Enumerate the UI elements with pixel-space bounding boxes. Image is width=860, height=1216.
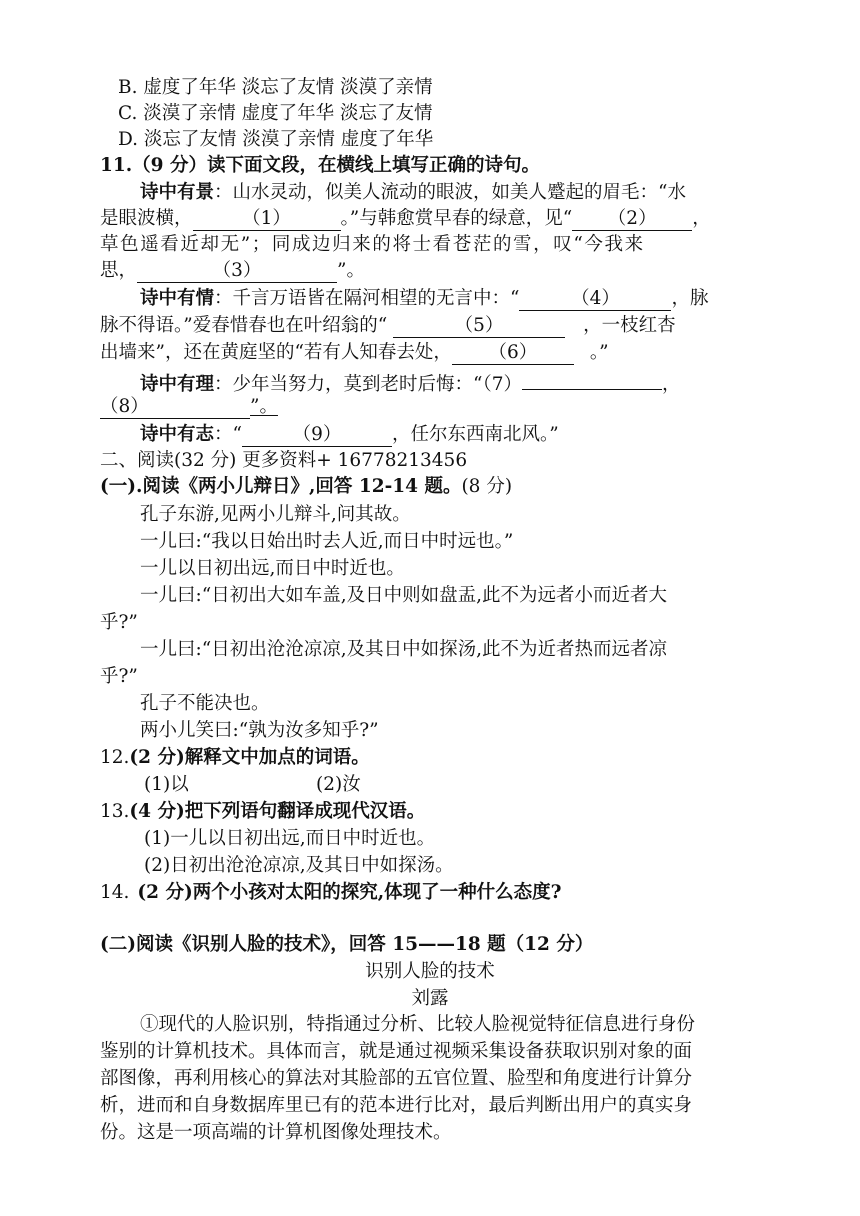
emotion-text: ，一枝红杏 bbox=[583, 315, 676, 336]
reason-text: ， bbox=[662, 374, 681, 395]
blank-9[interactable]: （9） bbox=[242, 424, 392, 447]
question-12-item-2: (2)汝 bbox=[316, 774, 361, 795]
scene-text: ， bbox=[692, 208, 711, 229]
passage-line: 乎?” bbox=[100, 666, 138, 687]
blank-5[interactable]: （5） bbox=[393, 315, 565, 338]
passage-line: 一儿曰:“我以日始出时去人近,而日中时远也。” bbox=[140, 531, 514, 552]
blank-7[interactable] bbox=[522, 367, 662, 390]
question-11-title: 11.（9 分）读下面文段，在横线上填写正确的诗句。 bbox=[100, 155, 541, 176]
scene-text: ”。 bbox=[337, 260, 365, 281]
emotion-line-3 bbox=[100, 340, 609, 366]
scene-line-4 bbox=[100, 258, 365, 284]
part-1-title: (一).阅读《两小儿辩日》,回答 12-14 题。 bbox=[100, 476, 462, 497]
scene-text: 是眼波横， bbox=[100, 208, 193, 229]
blank-4[interactable]: （4） bbox=[519, 288, 671, 311]
emotion-text: 脉不得语。”爱春惜春也在叶绍翁的“ bbox=[100, 315, 394, 336]
emotion-line-1 bbox=[140, 286, 709, 312]
scene-label: 诗中有景 bbox=[140, 182, 215, 203]
article-paragraph-line: 份。这是一项高端的计算机图像处理技术。 bbox=[100, 1122, 452, 1143]
emotion-text: 出墙来”，还在黄庭坚的“若有人知春去处， bbox=[100, 342, 452, 363]
article-paragraph-line: 析，进而和自身数据库里已有的范本进行比对，最后判断出用户的真实身 bbox=[100, 1095, 693, 1116]
emotion-line-2 bbox=[100, 313, 676, 339]
question-text: (4 分)把下列语句翻译成现代汉语。 bbox=[129, 801, 426, 822]
will-text: ，任尔东西南北风。” bbox=[391, 424, 559, 445]
option-c: C. 淡漠了亲情 虚度了年华 淡忘了友情 bbox=[118, 103, 433, 124]
passage-line: 一儿以日初出远,而日中时近也。 bbox=[140, 558, 405, 579]
article-paragraph-line: ①现代的人脸识别，特指通过分析、比较人脸视觉特征信息进行身份 bbox=[140, 1014, 696, 1035]
question-text: (2 分)两个小孩对太阳的探究,体现了一种什么态度? bbox=[137, 882, 562, 903]
question-13 bbox=[100, 799, 425, 825]
passage-line: 孔子不能决也。 bbox=[140, 693, 270, 714]
reason-text: ”。 bbox=[250, 396, 278, 417]
scene-line-2 bbox=[100, 206, 711, 232]
passage-line: 孔子东游,见两小儿辩斗,问其故。 bbox=[140, 504, 411, 525]
passage-line: 一儿曰:“日初出大如车盖,及日中则如盘盂,此不为远者小而近者大 bbox=[140, 585, 667, 606]
question-12-item-1: (1)以 bbox=[144, 774, 189, 795]
question-13-item-2: (2)日初出沧沧凉凉,及其日中如探汤。 bbox=[144, 855, 454, 876]
question-14 bbox=[100, 880, 562, 906]
emotion-text: 。” bbox=[589, 342, 609, 363]
part-1-heading bbox=[100, 474, 512, 500]
scene-text: 。”与韩愈赏早春的绿意，见“ bbox=[340, 208, 573, 229]
article-paragraph-line: 部图像，再利用核心的算法对其脸部的五官位置、脸型和角度进行计算分 bbox=[100, 1068, 693, 1089]
article-title: 识别人脸的技术 bbox=[365, 961, 495, 982]
question-13-item-1: (1)一儿以日初出远,而日中时近也。 bbox=[144, 828, 436, 849]
reason-text: ：少年当努力，莫到老时后悔：“（7） bbox=[214, 374, 522, 395]
blank-3[interactable]: （3） bbox=[137, 260, 337, 283]
scene-text: 思， bbox=[100, 260, 138, 281]
question-number: 12. bbox=[100, 747, 130, 768]
question-number: 13. bbox=[100, 801, 130, 822]
scene-text: ：山水灵动，似美人流动的眼波，如美人蹙起的眉毛：“水 bbox=[214, 182, 686, 203]
will-text: ：“ bbox=[214, 424, 242, 445]
scene-line-1 bbox=[140, 180, 686, 206]
emotion-text: ，脉 bbox=[671, 288, 709, 309]
scene-line-3: 草色遥看近却无”；同成边归来的将士看苍茫的雪，叹“今我来 bbox=[100, 234, 645, 255]
question-text: (2 分)解释文中加点的词语。 bbox=[129, 747, 370, 768]
question-12 bbox=[100, 745, 370, 771]
article-paragraph-line: 鉴别的计算机技术。具体而言，就是通过视频采集设备获取识别对象的面 bbox=[100, 1041, 693, 1062]
reason-label: 诗中有理 bbox=[140, 374, 215, 395]
emotion-text: ：千言万语皆在隔河相望的无言中：“ bbox=[214, 288, 520, 309]
passage-line: 乎?” bbox=[100, 612, 138, 633]
blank-8[interactable]: （8） bbox=[100, 396, 250, 419]
part-2-title: (二)阅读《识别人脸的技术》，回答 15——18 题（12 分） bbox=[100, 934, 594, 955]
blank-6[interactable]: （6） bbox=[452, 342, 574, 365]
blank-2[interactable]: （2） bbox=[572, 208, 692, 231]
reason-line-2 bbox=[100, 394, 278, 420]
article-author: 刘露 bbox=[411, 988, 449, 1009]
section-2-title: 二、阅读(32 分) 更多资料+ 16778213456 bbox=[100, 450, 468, 471]
question-number: 14. bbox=[100, 882, 130, 903]
option-b: B. 虚度了年华 淡忘了友情 淡漠了亲情 bbox=[118, 77, 433, 98]
blank-1[interactable]: （1） bbox=[193, 208, 341, 231]
passage-line: 一儿曰:“日初出沧沧凉凉,及其日中如探汤,此不为近者热而远者凉 bbox=[140, 639, 667, 660]
emotion-label: 诗中有情 bbox=[140, 288, 215, 309]
passage-line: 两小儿笑曰:“孰为汝多知乎?” bbox=[140, 720, 379, 741]
will-line-1 bbox=[140, 422, 559, 448]
will-label: 诗中有志 bbox=[140, 424, 215, 445]
part-1-score: (8 分) bbox=[461, 476, 513, 497]
option-d: D. 淡忘了友情 淡漠了亲情 虚度了年华 bbox=[118, 129, 434, 150]
